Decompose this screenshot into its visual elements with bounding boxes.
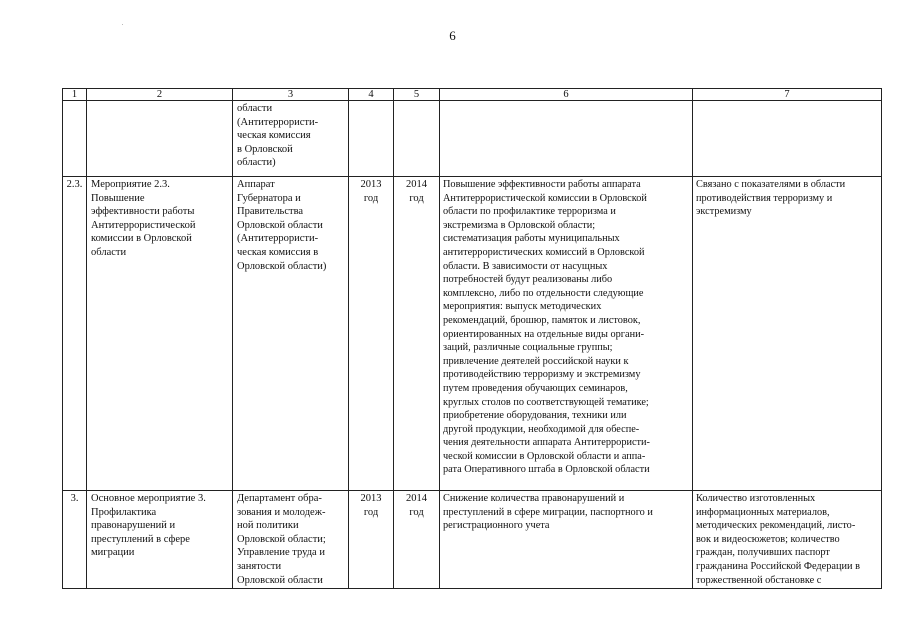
indicator-link-cell [693,101,882,177]
start-year-cell: 2013 год [349,177,394,491]
column-number-row [63,89,882,101]
indicator-link-cell: Количество изготовленных информационных материалов, методических рекомендаций, листо- вок и видеосюжетов; количество граждан, получивших паспорт гражданина Российской Федерации в торжественной обстановке с [693,491,882,589]
expected-result-cell: Снижение количества правонарушений и преступлений в сфере миграции, паспортного и регистрационного учета [440,491,693,589]
row-number-cell: 3. [63,491,87,589]
measures-table [62,88,882,589]
row-number-cell: 2.3. [63,177,87,491]
header-cell-7: 7 [693,89,882,101]
indicator-link-cell: Связано с показателями в области противодействия терроризму и экстремизму [693,177,882,491]
start-year-cell [349,101,394,177]
row-number-cell [63,101,87,177]
header-cell-3: 3 [233,89,349,101]
header-cell-4: 4 [349,89,394,101]
start-year-cell: 2013 год [349,491,394,589]
executor-cell: области (Антитеррористи- ческая комиссия в Орловской области) [233,101,349,177]
header-cell-6: 6 [440,89,693,101]
header-cell-2: 2 [87,89,233,101]
header-cell-5: 5 [394,89,440,101]
table-row [63,491,882,589]
page-number: 6 [449,28,456,43]
table-row [63,101,882,177]
table-row [63,177,882,491]
measure-name-cell [87,101,233,177]
executor-cell: Аппарат Губернатора и Правительства Орловской области (Антитеррористи- ческая комиссия в Орловской области) [233,177,349,491]
measure-name-cell: Мероприятие 2.3. Повышение эффективности работы Антитеррористической комиссии в Орловской области [87,177,233,491]
executor-cell: Департамент обра- зования и молодеж- ной политики Орловской области; Управление труда и занятости Орловской области [233,491,349,589]
scan-mark [122,24,123,25]
header-cell-1: 1 [63,89,87,101]
end-year-cell: 2014 год [394,177,440,491]
expected-result-cell: Повышение эффективности работы аппарата Антитеррористической комиссии в Орловской области по профилактике терроризма и экстремизма в Орловской области; систематизация работы муниципальных антитеррористических комиссий в Орловской области. В зависимости от насущных потребностей будут реализованы либо комплексно, либо по отдельности следующие мероприятия: выпуск методических рекомендаций, брошюр, памяток и листовок, ориентированных на отдельные виды органи- заций, различные социальные группы; привлечение деятелей российской науки к противодействию терроризму и экстремизму путем проведения обучающих семинаров, круглых столов по соответствующей тематике; приобретение оборудования, техники или другой продукции, необходимой для обеспе- чения деятельности аппарата Антитеррористи- ческой комиссии в Орловской области и аппа- рата Оперативного штаба в Орловской области [440,177,693,491]
measure-name-cell: Основное мероприятие 3. Профилактика правонарушений и преступлений в сфере миграции [87,491,233,589]
expected-result-cell [440,101,693,177]
end-year-cell: 2014 год [394,491,440,589]
end-year-cell [394,101,440,177]
